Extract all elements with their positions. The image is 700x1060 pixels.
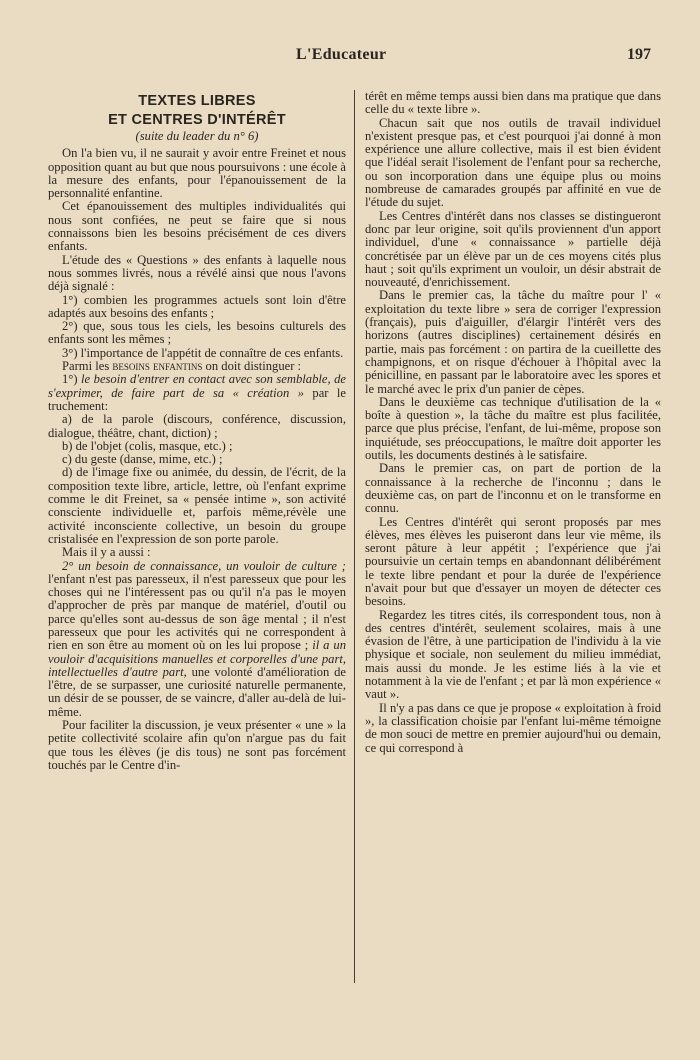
- item-number: 1°): [62, 372, 78, 387]
- italic-text: il a un vouloir d'acquisitions manuelles et corporelles d'une part, intellectuelles d'autre part,: [48, 638, 346, 679]
- paragraph: Dans le deuxième cas technique d'utilisation de la « boîte à question », la tâche du maître est plus facilitée, parce que plus précise, l'enfant, de lui-même, propose son inquiétude, ses préoccupations, le maître doit apporter les outils, les documents destinés à le satisfaire.: [365, 394, 661, 463]
- list-item: b) de l'objet (colis, masque, etc.) ;: [62, 438, 233, 453]
- list-item: d) de l'image fixe ou animée, du dessin, de l'écrit, de la composition texte libre, article, lettre, où l'enfant exprime comme le dit Freinet, sa « pensée intime », son activité consciente individuelle et, parfois même,révèle une activité inconsciente collective, un besoin du groupe cristalisée en l'expression de son porte parole.: [48, 465, 346, 546]
- text-run: Parmi les: [62, 359, 110, 374]
- article-title-line-2: ET CENTRES D'INTÉRÊT: [108, 112, 286, 128]
- list-item: [48, 373, 346, 413]
- paragraph: Il n'y a pas dans ce que je propose « exploitation à froid », la classification choisie par l'enfant lui-même témoigne de mon souci de mettre en premier aujourd'hui ou demain, ce qui correspond à: [365, 700, 661, 755]
- page-number: 197: [627, 46, 651, 63]
- journal-title: L'Educateur: [296, 46, 387, 63]
- paragraph: Regardez les titres cités, ils correspondent tous, non à des centres d'intérêt, seulement scolaires, mais à une évasion de l'être, à une participation de l'individu à la vie physique et sociale, non seulement du milieu immédiat, mais aussi du monde. Je les estime liés à la vie et notamment à la vie de l'enfant ; et par là mon expérience « vaut ».: [365, 607, 661, 702]
- list-item: a) de la parole (discours, conférence, discussion, dialogue, théâtre, chant, diction) ;: [48, 412, 346, 440]
- paragraph: térêt en même temps aussi bien dans ma pratique que dans celle du « texte libre ».: [365, 89, 661, 117]
- paragraph: [48, 360, 346, 373]
- small-caps-term: besoins enfantins: [112, 359, 203, 374]
- page-header: [0, 46, 700, 70]
- text-run: une volonté d'amélioration de l'être, de se surpasser, une curiosité naturelle permanente, un désir de se pousser, de se vaincre, d'aller au-delà de lui-même.: [48, 664, 346, 719]
- article-title-line-1: TEXTES LIBRES: [138, 93, 256, 109]
- text-run: l'enfant n'est pas paresseux, il n'est paresseux que pour les choses qui ne l'intéressent pas ou qu'il n'a pas le moyen d'approcher de près par manque de matériel, d'outil ou parce qu'elles sont au-dessus de son âge mental ; il n'est paresseux que pour les activités qui ne correspondent à rien en son être au moment où on les lui propose ;: [48, 571, 346, 653]
- text-run: on doit distinguer :: [205, 359, 302, 374]
- item-number: 2°: [62, 558, 74, 573]
- italic-text: un besoin de connaissance, un vouloir de culture ;: [78, 558, 347, 573]
- paragraph: Dans le premier cas, on part de portion de la connaissance à la recherche de l'inconnu ; dans le deuxième cas, on part de l'inconnu et on le transforme en connu.: [365, 461, 661, 516]
- right-column: [365, 90, 661, 755]
- list-item: 3°) l'importance de l'appétit de connaître de ces enfants.: [62, 345, 344, 360]
- paragraph: Chacun sait que nos outils de travail individuel n'existent presque pas, et c'est pourquoi j'ai donné à mon expérience une allure collective, mais il est bien évident que l'idéal serait l'isolement de l'enfant pour sa recherche, ou son incorporation dans une équipe plus ou moins nombreuse de camarades groupés par affinité en vue de l'étude du sujet.: [365, 115, 661, 210]
- italic-text: le besoin d'entrer en contact avec son semblable, de s'exprimer, de faire part de sa « création »: [48, 372, 346, 400]
- paragraph: Les Centres d'intérêt dans nos classes se distingueront donc par leur origine, soit qu'ils proviennent d'un apport individuel, d'une « connaissance » partielle déjà concrétisée par un élève par un de ces moyens cités plus haut ; soit qu'ils expriment un vouloir, un désir abstrait de nouveauté, d'enrichissement.: [365, 208, 661, 290]
- text-run: par le truchement:: [48, 385, 346, 413]
- paragraph: L'étude des « Questions » des enfants à laquelle nous nous sommes livrés, nous a révélé ainsi que nous l'avons déjà signalé :: [48, 252, 346, 294]
- list-item: [48, 560, 346, 720]
- paragraph: On l'a bien vu, il ne saurait y avoir entre Freinet et nous opposition quant au but que nous poursuivons : une école à la mesure des enfants, pour l'épanouissement de la personnalité enfantine.: [48, 146, 347, 201]
- paragraph: Dans le premier cas, la tâche du maître pour l' « exploitation du texte libre » sera de corriger l'expression (français), puis d'aiguiller, d'élargir l'intérêt vers des horizons (autres disciplines) certainement désirés en partie, mais pas forcément : on partira de la cueillette des champignons, et on risque d'échouer à l'hôpital avec la pénicilline, en passant par le laboratoire avec les spores et le marché avec le prix d'un panier de cèpes.: [365, 288, 661, 396]
- paragraph: Cet épanouissement des multiples individualités qui nous sont confiées, ne peut se faire que si nous connaissons bien les besoins précisément de ces divers enfants.: [48, 199, 346, 254]
- list-item: 2°) que, sous tous les ciels, les besoins culturels des enfants sont les mêmes ;: [48, 319, 346, 347]
- column-divider: [354, 90, 355, 983]
- list-item: 1°) combien les programmes actuels sont loin d'être adaptés aux besoins des enfants ;: [48, 292, 346, 320]
- paragraph: Mais il y a aussi :: [62, 545, 151, 560]
- paragraph: Pour faciliter la discussion, je veux présenter « une » la petite collectivité scolaire afin qu'on n'argue pas du fait que tous les élèves (je dis tous) ne sont pas forcément touchés par le Centre d'in-: [48, 718, 346, 772]
- left-column: [48, 92, 346, 772]
- paragraph: Les Centres d'intérêt qui seront proposés par mes élèves, mes élèves les puiseront dans leur vie même, ils seront pâture à leur appétit ; l'expérience que j'ai poursuivie un certain temps en abandonnant délibérément le texte libre pendant et pour la durée de l'expérience n'avait pour but que d'essayer un moyen de détecter ces besoins.: [365, 514, 661, 609]
- list-item: c) du geste (danse, mime, etc.) ;: [62, 452, 223, 467]
- article-subtitle: (suite du leader du n° 6): [135, 129, 259, 143]
